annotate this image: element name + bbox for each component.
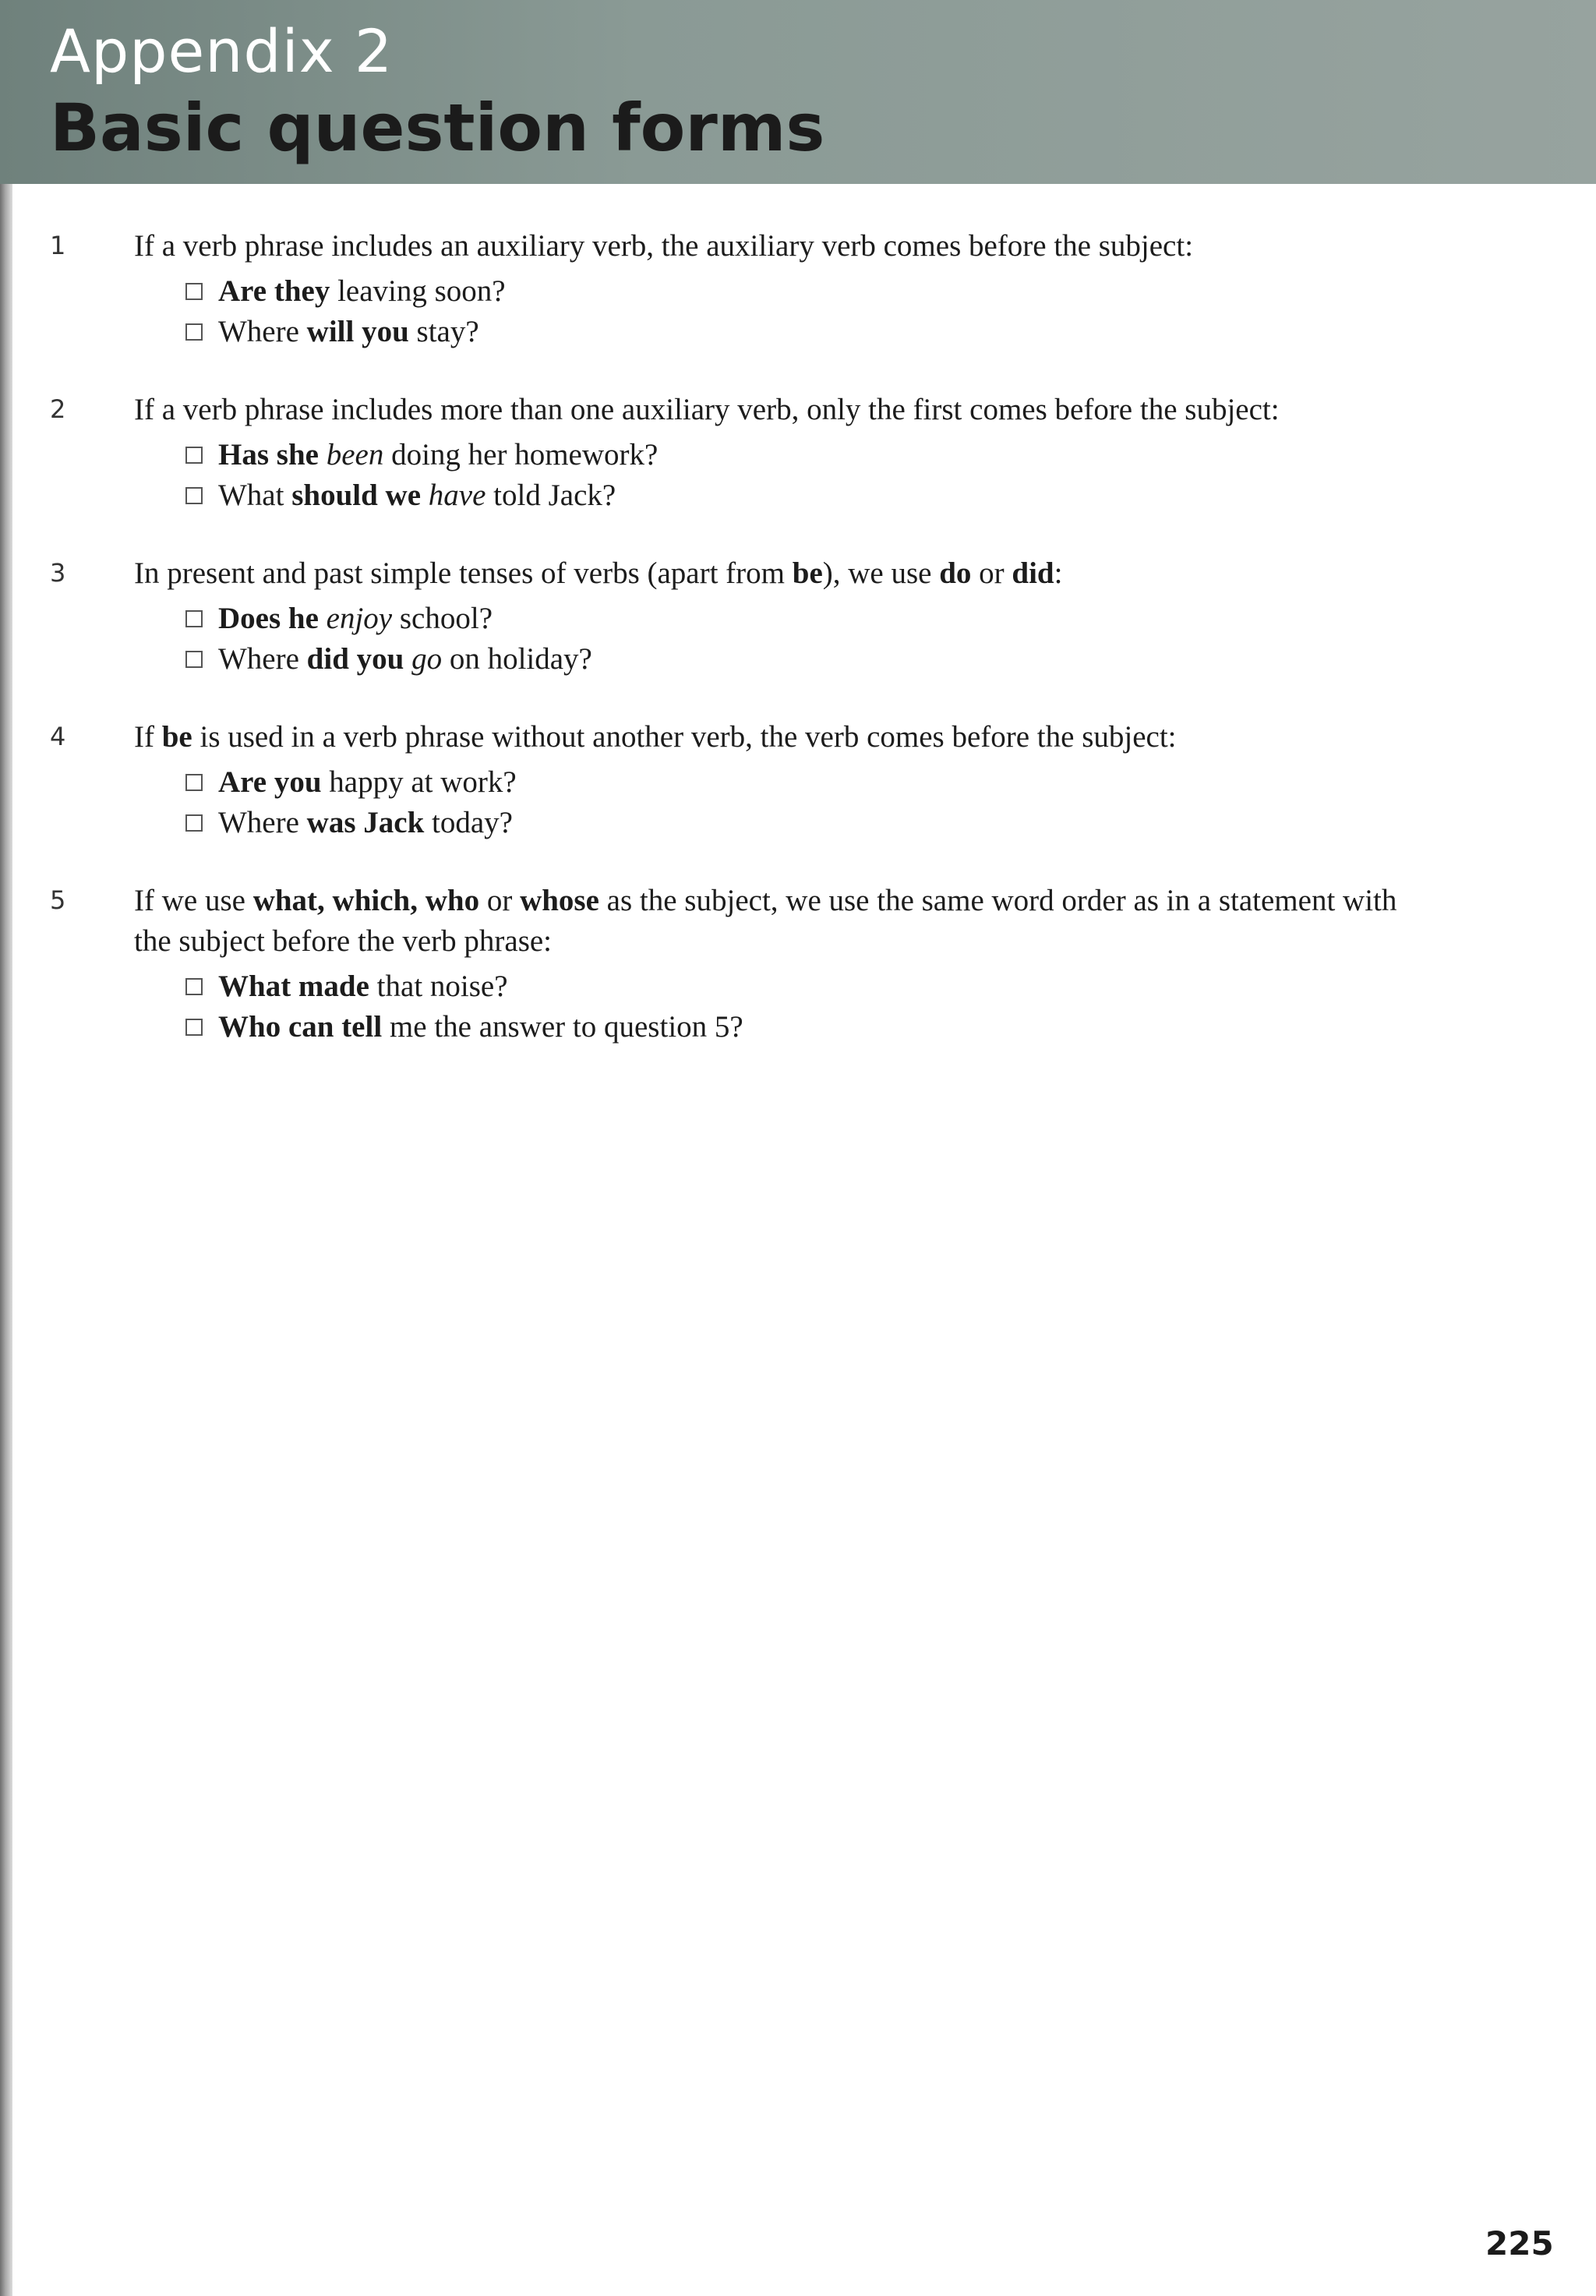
rule-1 [0, 226, 1596, 352]
italic-text: have [428, 479, 486, 512]
rule-text [134, 553, 1412, 594]
checkbox-square-icon [185, 1019, 203, 1036]
text-run [319, 602, 327, 635]
rule-number: 3 [50, 558, 66, 588]
rule-4 [0, 717, 1596, 843]
text-run: ), we use [822, 556, 940, 590]
text-run: today? [424, 806, 513, 839]
checkbox-square-icon [185, 487, 203, 504]
italic-text: enjoy [326, 602, 393, 635]
bold-text: did you [306, 642, 404, 676]
bold-text: what, which, who [252, 884, 480, 917]
bold-text: Has she [218, 438, 319, 472]
rule-3 [0, 553, 1596, 680]
text-run: : [1054, 556, 1063, 590]
text-run [319, 438, 327, 472]
bold-text: whose [520, 884, 599, 917]
example-item [185, 966, 1596, 1007]
example-item [185, 271, 1596, 312]
text-run [404, 642, 411, 676]
rule-text: If a verb phrase includes an auxiliary verb, the auxiliary verb comes before the subject: [134, 229, 1194, 263]
examples-list [185, 599, 1596, 680]
text-run: Where [218, 806, 307, 839]
rule-5 [0, 881, 1596, 1047]
examples-list [185, 762, 1596, 843]
example-item [185, 639, 1596, 680]
text-run: If [134, 720, 162, 754]
checkbox-square-icon [185, 447, 203, 464]
rule-number: 5 [50, 885, 66, 915]
bold-text: Are they [218, 274, 330, 308]
bold-text: Does he [218, 602, 319, 635]
text-run: as the subject, we use the same word order as in a statement with the subject before the verb phrase: [134, 884, 1397, 958]
bold-text: did [1012, 556, 1054, 590]
example-text [218, 435, 658, 475]
text-run: If we use [134, 884, 253, 917]
text-run: doing her homework? [383, 438, 659, 472]
text-run: or [971, 556, 1012, 590]
bold-text: do [939, 556, 972, 590]
rule-number: 4 [50, 722, 66, 751]
text-run: Where [218, 315, 307, 348]
rules-list [0, 226, 1596, 1085]
italic-text: go [411, 642, 443, 676]
checkbox-square-icon [185, 610, 203, 627]
text-run: leaving soon? [330, 274, 506, 308]
bold-text: Who can tell [218, 1010, 383, 1044]
example-text [218, 475, 616, 516]
example-item [185, 762, 1596, 803]
checkbox-square-icon [185, 978, 203, 995]
header-band [0, 0, 1596, 184]
text-run: that noise? [369, 970, 508, 1003]
text-run: told Jack? [486, 479, 616, 512]
bold-text: should we [291, 479, 422, 512]
text-run: stay? [408, 315, 479, 348]
example-item [185, 312, 1596, 352]
bold-text: Are you [218, 765, 322, 799]
example-item [185, 599, 1596, 639]
rule-text: If a verb phrase includes more than one auxiliary verb, only the first comes before the subject: [134, 393, 1280, 426]
examples-list [185, 435, 1596, 516]
bold-text: be [792, 556, 823, 590]
checkbox-square-icon [185, 651, 203, 668]
examples-list [185, 271, 1596, 352]
text-run: school? [392, 602, 493, 635]
text-run: on holiday? [442, 642, 592, 676]
example-text [218, 1007, 743, 1047]
example-text [218, 639, 592, 680]
example-text [218, 312, 479, 352]
example-text [218, 803, 513, 843]
example-text [218, 762, 517, 803]
text-run: is used in a verb phrase without another verb, the verb comes before the subject: [192, 720, 1177, 754]
example-item [185, 475, 1596, 516]
text-run: Where [218, 642, 307, 676]
text-run [421, 479, 429, 512]
bold-text: What made [218, 970, 369, 1003]
example-item [185, 803, 1596, 843]
rule-2 [0, 390, 1596, 516]
text-run: happy at work? [321, 765, 517, 799]
page-title: Basic question forms [50, 90, 825, 166]
example-item [185, 435, 1596, 475]
text-run: What [218, 479, 292, 512]
rule-number: 2 [50, 394, 66, 424]
page-number: 225 [1485, 2224, 1554, 2262]
italic-text: been [326, 438, 384, 472]
example-item [185, 1007, 1596, 1047]
checkbox-square-icon [185, 283, 203, 300]
example-text [218, 966, 508, 1007]
appendix-label: Appendix 2 [50, 16, 394, 86]
bold-text: be [161, 720, 192, 754]
checkbox-square-icon [185, 774, 203, 791]
bold-text: will you [306, 315, 409, 348]
bold-text: was Jack [306, 806, 425, 839]
rule-text [134, 717, 1412, 758]
rule-number: 1 [50, 231, 66, 260]
text-run: me the answer to question 5? [382, 1010, 743, 1044]
example-text [218, 599, 493, 639]
rule-text [134, 881, 1412, 962]
checkbox-square-icon [185, 323, 203, 341]
text-run: In present and past simple tenses of verbs (apart from [134, 556, 793, 590]
checkbox-square-icon [185, 814, 203, 832]
text-run: or [479, 884, 521, 917]
example-text [218, 271, 506, 312]
examples-list [185, 966, 1596, 1047]
